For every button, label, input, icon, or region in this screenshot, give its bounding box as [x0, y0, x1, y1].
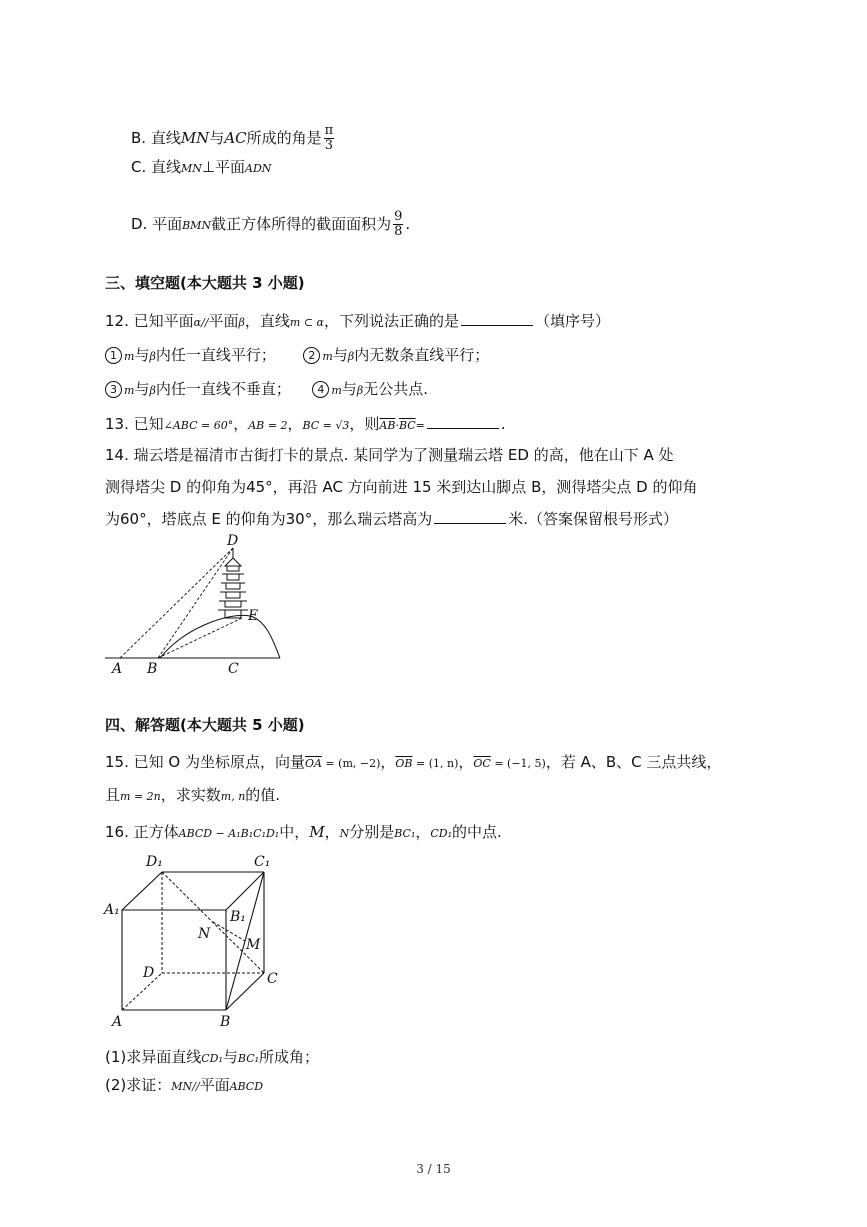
q16-stem: 16. 正方体ABCD − A₁B₁C₁D₁中，M，N分别是BC₁，CD₁的中点. — [105, 823, 502, 841]
answer-blank — [461, 309, 533, 326]
q11-option-b: B. 直线MN与AC所成的角是 $\frac{\pi}{3}$ — [131, 123, 334, 153]
label-B: B — [147, 661, 158, 677]
section3-title: 三、填空题(本大题共 3 小题) — [105, 274, 305, 292]
answer-blank — [434, 507, 506, 524]
fraction-pi-over-3: $\frac{\pi}{3}$ — [324, 123, 334, 153]
q14-line2: 测得塔尖 D 的仰角为45°，再沿 AC 方向前进 15 米到达山脚点 B，测得塔尖点 D 的仰角 — [105, 478, 698, 496]
q11-option-c: C. 直线MN⊥平面ADN — [131, 158, 272, 176]
label-M: M — [246, 937, 261, 953]
q11-option-d: D. 平面BMN截正方体所得的截面面积为 $\frac{9}{8}$ . — [131, 209, 411, 239]
cube-figure — [100, 848, 290, 1033]
label-E: E — [248, 608, 259, 624]
page-number: 3 / 15 — [416, 1162, 451, 1176]
fraction-9-over-8: $\frac{9}{8}$ — [394, 209, 403, 239]
q13-stem: 13. 已知∠ABC = 60°，AB = 2，BC = √3，则$\overline{AB}\cdot\overline{BC}=$ . — [105, 412, 506, 437]
q15-line1: 15. 已知 O 为坐标原点，向量$\overline{OA} = (m$, −2)，$\overline{OB} = (1$, n)，$\overline{OC} = (-1$, 5)，若 A、B、C 三点共线， — [105, 753, 722, 771]
q12-options-row2: 3 m与β内任一直线不垂直； 4 m与β无公共点. — [105, 378, 428, 402]
q16-part1: (1)求异面直线CD₁与BC₁所成角； — [105, 1048, 320, 1066]
label-C1: C₁ — [254, 854, 271, 870]
label-A: A — [112, 661, 123, 677]
label-D1: D₁ — [146, 854, 163, 870]
tower-figure — [100, 532, 300, 680]
q12-stem: 12. 已知平面α//平面β，直线m ⊂ α，下列说法正确的是 （填序号） — [105, 309, 610, 334]
label-D: D — [227, 533, 239, 549]
q16-part2: (2)求证：MN//平面ABCD — [105, 1076, 264, 1094]
label-D: D — [143, 965, 155, 981]
answer-blank — [427, 412, 499, 429]
section4-title: 四、解答题(本大题共 5 小题) — [105, 716, 305, 734]
q14-line1: 14. 瑞云塔是福清市古街打卡的景点. 某同学为了测量瑞云塔 ED 的高，他在山下 A 处 — [105, 446, 674, 464]
q14-line3: 为60°，塔底点 E 的仰角为30°，那么瑞云塔高为 米.（答案保留根号形式） — [105, 507, 678, 530]
label-B1: B₁ — [230, 909, 246, 925]
label-B: B — [220, 1014, 231, 1030]
label-N: N — [198, 926, 211, 942]
label-C: C — [267, 971, 278, 987]
label-C: C — [228, 661, 239, 677]
label-A: A — [112, 1014, 123, 1030]
q15-line2: 且m = 2n，求实数m, n的值. — [105, 786, 281, 804]
q12-options-row1: 1 m与β内任一直线平行； 2 m与β内无数条直线平行； — [105, 344, 489, 368]
label-A1: A₁ — [104, 902, 120, 918]
